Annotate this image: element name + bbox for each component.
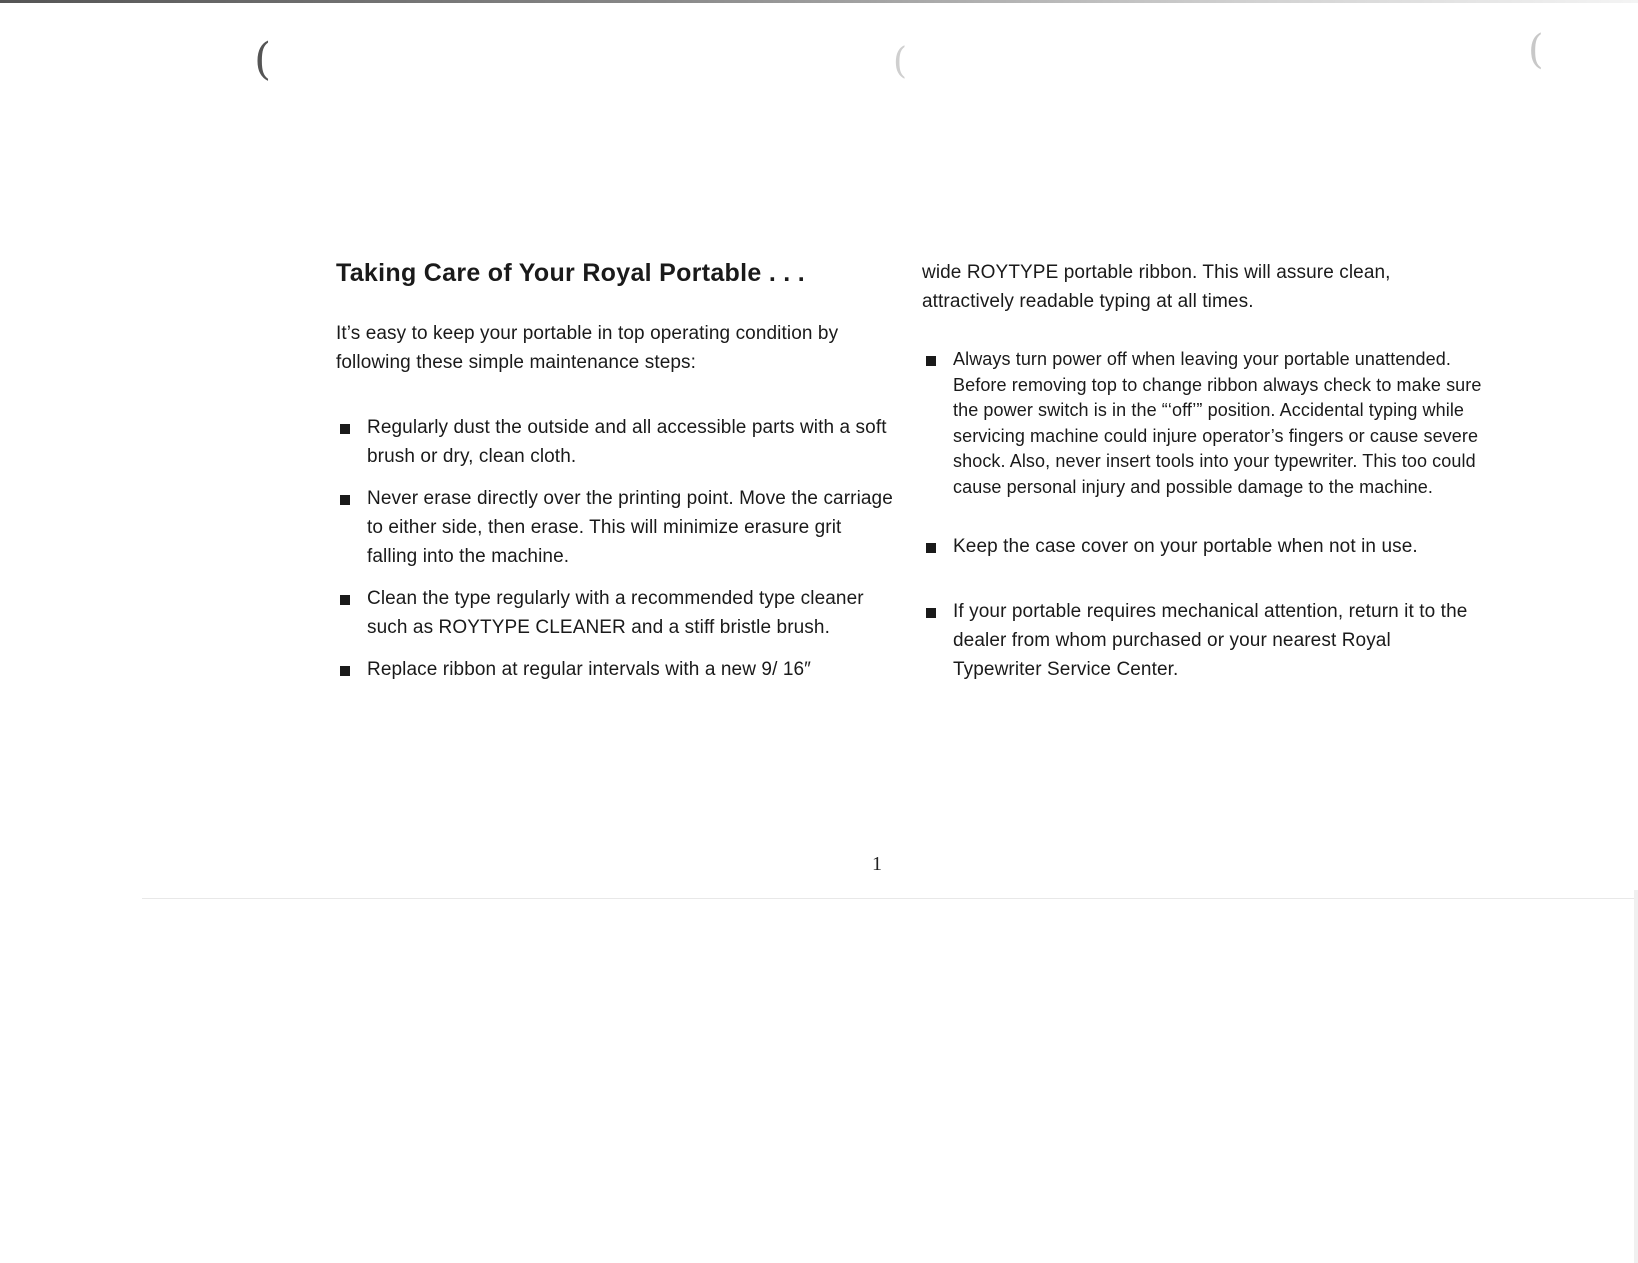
list-item-text: Always turn power off when leaving your portable unattended. Before removing top to change ribbon always check to make sure the power switch is in the “‘off’” position. Accidental typing while servicing machine could injure operator’s fingers or cause severe shock. Also, never insert tools into your typewriter. This too could cause personal injury and possible damage to the machine. — [953, 349, 1482, 497]
left-column — [336, 255, 896, 697]
scan-mark: ( — [893, 41, 908, 82]
bullet-square-icon — [340, 495, 350, 505]
list-item — [922, 597, 1482, 684]
list-item-text: Clean the type regularly with a recommended type cleaner such as ROYTYPE CLEANER and a stiff bristle brush. — [367, 588, 864, 638]
page-shadow-line — [142, 898, 1636, 899]
page-right-edge — [1634, 890, 1638, 1263]
page-title: Taking Care of Your Royal Portable . . . — [336, 259, 806, 287]
list-item-text: Replace ribbon at regular intervals with a new 9/ 16″ — [367, 659, 811, 680]
scan-edge — [0, 0, 1638, 3]
list-item — [336, 655, 896, 684]
list-item-text: If your portable requires mechanical attention, return it to the dealer from whom purchased or your nearest Royal Typewriter Service Center. — [953, 601, 1468, 680]
bullet-square-icon — [926, 543, 936, 553]
intro-paragraph: It’s easy to keep your portable in top operating condition by following these simple maintenance steps: — [336, 323, 839, 373]
list-item-text: Never erase directly over the printing point. Move the carriage to either side, then erase. This will minimize erasure grit falling into the machine. — [367, 488, 893, 567]
bullet-square-icon — [340, 595, 350, 605]
list-item-text: Regularly dust the outside and all accessible parts with a soft brush or dry, clean cloth. — [367, 417, 887, 467]
list-item — [922, 532, 1482, 561]
right-column — [922, 258, 1482, 697]
bullet-square-icon — [340, 424, 350, 434]
scan-mark: ( — [1528, 27, 1544, 73]
list-item — [336, 584, 896, 642]
maintenance-list-left — [336, 413, 896, 684]
bullet-square-icon — [926, 608, 936, 618]
bullet-square-icon — [926, 356, 936, 366]
bullet-square-icon — [340, 666, 350, 676]
page-number: 1 — [872, 853, 882, 875]
list-item — [336, 413, 896, 471]
list-item — [922, 347, 1482, 500]
scan-mark: ( — [254, 34, 272, 85]
list-item-text: Keep the case cover on your portable when not in use. — [953, 536, 1418, 557]
list-item — [336, 484, 896, 571]
maintenance-list-right — [922, 347, 1482, 684]
continuation-paragraph: wide ROYTYPE portable ribbon. This will assure clean, attractively readable typing at all times. — [922, 262, 1391, 312]
